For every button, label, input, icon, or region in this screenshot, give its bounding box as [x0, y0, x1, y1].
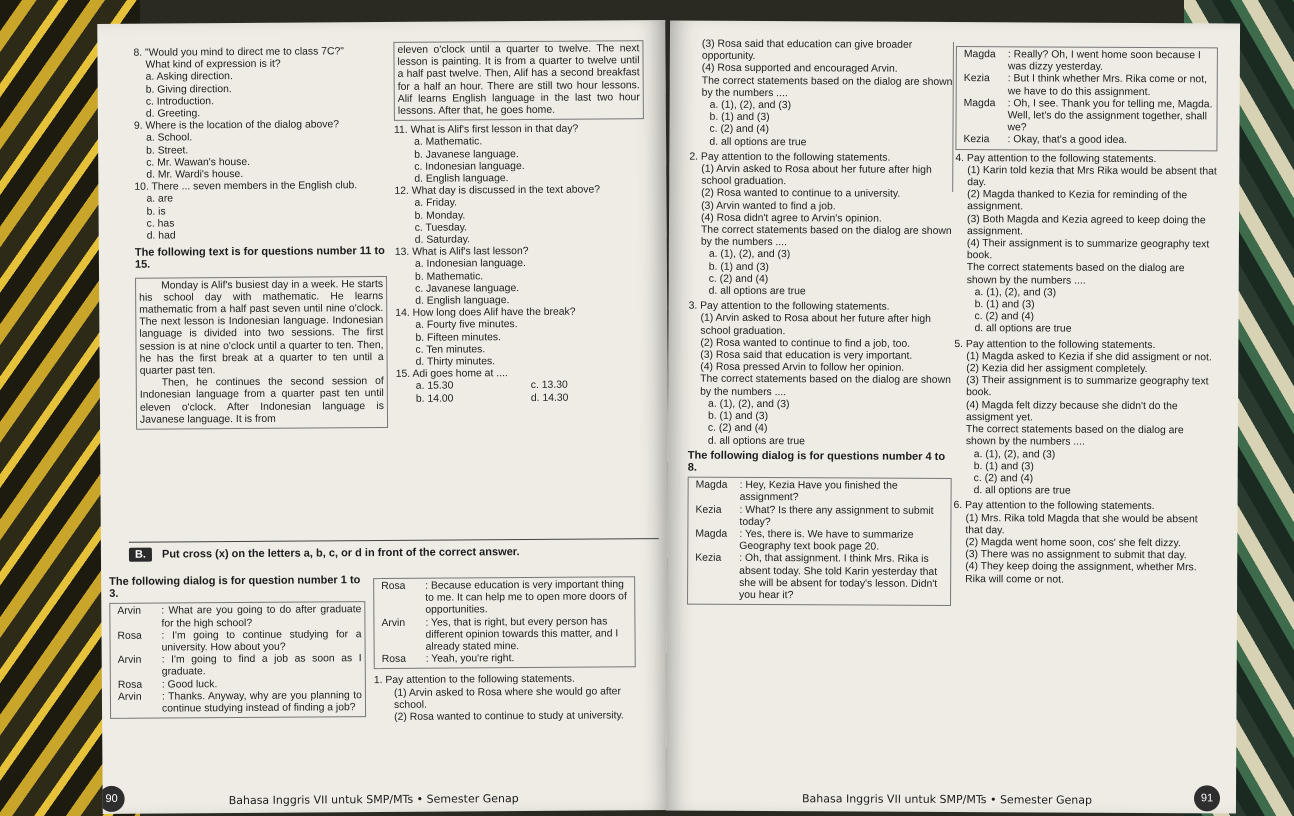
speaker: Rosa: [117, 679, 143, 691]
left-column-1: [133, 46, 388, 430]
option: c. (2) and (4): [973, 473, 1034, 485]
speaker: Kezia: [695, 552, 722, 565]
q10-options: [134, 192, 386, 243]
option: d. English language.: [414, 173, 509, 185]
speaker: Arvin: [117, 691, 142, 703]
passage-paragraph-2: Then, he continues the second session of Indonesian language from a quarter past ten until eleven o'clock. After Indonesian language is Javanese language. It is from: [139, 376, 384, 426]
utterance: : Yes, there is. We have to summarize Geography text book page 20.: [739, 528, 914, 553]
utterance: : Oh, I see. Thank you for telling me, Magda. Well, let's do the assignment together, shall we?: [1007, 98, 1213, 134]
speaker: Arvin: [117, 606, 142, 618]
option: a. (1), (2), and (3): [708, 249, 791, 261]
dialog-line: [377, 616, 631, 654]
statement: (2) Kezia did her assigment completely.: [966, 363, 1148, 376]
q5-correct-stem: The correct statements based on the dialog are shown by the numbers ....: [965, 424, 1184, 448]
q2-items: [689, 164, 953, 226]
q3-items: [688, 313, 952, 375]
dialog-1-box-b: [373, 576, 636, 669]
option: c. (2) and (4): [709, 124, 770, 136]
statement: (3) Rosa said that education can give broader opportunity.: [701, 38, 913, 63]
statement: (2) Rosa wanted to continue to find a job, too.: [700, 337, 911, 350]
passage-paragraph-1: Monday is Alif's busiest day in a week. He starts his school day with mathematic. He learns mathematic from a half past seven until nine o'clock. The next lesson is Indonesian language. Indonesian language is divided into two sessions. The first session is at nine o'clock until a quarter to ten. Then, he has the first break at a quarter to ten until a quarter past ten.: [139, 278, 384, 377]
statement: (1) Arvin asked to Rosa about her future after high school graduation.: [700, 313, 932, 337]
dialog-line: [378, 652, 632, 666]
dialog-line: [113, 605, 361, 631]
option: c. Tuesday.: [414, 222, 468, 234]
option: b. (1) and (3): [709, 111, 770, 124]
q1-options: [689, 100, 953, 150]
left-column-2: [393, 40, 646, 406]
statement: (4) Their assignment is to summarize geography text book.: [966, 238, 1210, 262]
statement: (4) Rosa pressed Arvin to follow her opinion.: [700, 361, 905, 375]
utterance: : Thanks. Anyway, why are you planning to continue studying instead of finding a job?: [161, 689, 362, 715]
speaker: Magda: [695, 528, 728, 540]
q13-options: [395, 258, 645, 309]
right-column-1: [687, 39, 954, 607]
option: a. Fourty five minutes.: [415, 319, 518, 332]
statement: (4) Rosa didn't agree to Arvin's opinion.: [701, 212, 882, 225]
dialog-1-column: [109, 574, 366, 719]
option: b. (1) and (3): [707, 410, 769, 423]
dialog-2-box-b: [955, 46, 1218, 151]
dialog-line: [959, 134, 1213, 148]
dialog-line: [377, 579, 631, 617]
option: b. Javanese language.: [414, 148, 519, 161]
speaker: Magda: [695, 479, 728, 491]
utterance: : Hey, Kezia Have you finished the assignment?: [739, 479, 898, 504]
utterance: : What? Is there any assignment to submit today?: [739, 504, 934, 528]
q4-items: [955, 165, 1218, 264]
reading-passage: [135, 276, 388, 430]
q11-options: [394, 136, 644, 187]
option: d. Mr. Wardi's house.: [146, 169, 244, 181]
option: b. Giving direction.: [145, 83, 232, 96]
q12-options: [394, 197, 644, 248]
dialog-line: [691, 553, 947, 603]
option: c. (2) and (4): [708, 273, 769, 285]
speaker: Kezia: [963, 134, 990, 146]
option: b. 14.00: [415, 393, 454, 405]
utterance: : I'm going to find a job as soon as I graduate.: [161, 653, 362, 678]
utterance: : Yes, that is right, but every person has different opinion towards this matter, and I already stated mine.: [425, 616, 619, 653]
q4-stem: 4. Pay attention to the following statements.: [955, 152, 1157, 165]
option: b. Street.: [146, 144, 189, 157]
q10-stem: 10. There ... seven members in the English club.: [134, 180, 358, 193]
left-page: [97, 20, 671, 814]
dialog-line: [960, 49, 1214, 75]
dialog-line: [960, 73, 1214, 99]
dialog-1-intro: The following dialog is for question number 1 to 3.: [109, 574, 361, 601]
statement: (3) There was no assignment to submit that day.: [965, 549, 1187, 562]
statement: (4) Rosa supported and encouraged Arvin.: [701, 63, 898, 76]
q8-question: What kind of expression is it?: [145, 58, 281, 71]
option: d. all options are true: [709, 136, 807, 148]
option: c. Mr. Wawan's house.: [146, 156, 251, 169]
option: a. School.: [146, 132, 193, 145]
q5-stem: 5. Pay attention to the following statements.: [954, 338, 1156, 351]
utterance: : Oh, that assignment. I think Mrs. Rika is absent today. She told Karin yesterday that she will be absent for today's lesson. Didn't you hear it?: [739, 553, 938, 602]
statement: (2) Rosa wanted to continue to a university.: [701, 188, 901, 201]
option: a. (1), (2), and (3): [974, 286, 1057, 299]
q8-stem: 8. "Would you mind to direct me to class 7C?": [133, 46, 344, 59]
page-number-left: 90: [99, 786, 125, 812]
option: c. has: [146, 218, 175, 230]
q1-stem: 1. Pay attention to the following statements.: [373, 674, 575, 687]
dialog-line: [959, 98, 1213, 136]
dialog-1-column-b: [373, 576, 636, 724]
option: b. Fifteen minutes.: [415, 331, 501, 344]
speaker: Rosa: [381, 654, 406, 666]
option: d. all options are true: [973, 485, 1071, 497]
statement: (4) Magda felt dizzy because she didn't do the assigment yet.: [965, 399, 1178, 424]
statement: (2) Magda went home soon, cos' she felt dizzy.: [965, 536, 1181, 550]
dialog-line: [691, 529, 947, 555]
statement: (1) Karin told kezia that Mrs Rika would be absent that day.: [967, 164, 1217, 189]
dialog-2-box-a: [687, 477, 952, 606]
option: d. Greeting.: [145, 108, 201, 120]
option: b. (1) and (3): [974, 299, 1035, 311]
utterance: : Because education is very important thing to me. It can help me to open more doors of opportunities.: [425, 579, 627, 617]
statement: (3) Their assignment is to summarize geography text book.: [966, 375, 1209, 399]
q9-stem: 9. Where is the location of the dialog above?: [133, 119, 340, 132]
option: a. Friday.: [414, 197, 458, 210]
right-column-2: [953, 46, 1218, 587]
q1-items: [374, 686, 636, 724]
q15-options: [396, 380, 646, 406]
statement: (2) Rosa wanted to continue to study at university.: [394, 710, 624, 723]
option: c. Ten minutes.: [415, 344, 486, 356]
q1-items-continued: [690, 39, 954, 77]
option: c. Indonesian language.: [414, 160, 525, 173]
statement: (1) Arvin asked to Rosa about her future after high school graduation.: [701, 163, 932, 188]
option: c. Javanese language.: [415, 282, 520, 295]
speaker: Kezia: [695, 504, 722, 516]
option: b. Monday.: [414, 210, 466, 222]
option: b. (1) and (3): [708, 261, 769, 273]
option: a. (1), (2), and (3): [708, 398, 790, 411]
utterance: : Really? Oh, I went home soon because I was dizzy yesterday.: [1007, 49, 1201, 73]
option: a. are: [146, 193, 174, 206]
option: a. Mathematic.: [414, 136, 483, 149]
option: c. Introduction.: [145, 95, 214, 108]
option: d. all options are true: [708, 285, 806, 298]
option: c. (2) and (4): [707, 423, 768, 435]
dialog-line: [114, 653, 362, 679]
q3-correct-stem: The correct statements based on the dialog are shown by the numbers ....: [700, 374, 951, 398]
statement: (1) Arvin asked to Rosa where she would go after school.: [393, 685, 621, 711]
speaker: Arvin: [381, 617, 406, 629]
q12-stem: 12. What day is discussed in the text above?: [394, 184, 601, 198]
option: d. Saturday.: [414, 234, 471, 246]
speaker: Rosa: [117, 630, 142, 642]
section-instruction: Put cross (x) on the letters a, b, c, or d in front of the correct answer.: [161, 546, 520, 561]
dialog-line: [692, 480, 948, 506]
utterance: : Good luck.: [161, 678, 218, 691]
statement: (3) Arvin wanted to find a job.: [701, 200, 836, 213]
utterance: : But I think whether Mrs. Rika come or not, we have to do this assignment.: [1007, 73, 1208, 98]
speaker: Arvin: [117, 654, 142, 667]
utterance: : Okay, that's a good idea.: [1007, 134, 1128, 147]
option: a. 15.30: [415, 380, 454, 393]
right-page: [666, 21, 1240, 814]
option: a. (1), (2), and (3): [973, 448, 1056, 461]
page-number-right: 91: [1194, 785, 1220, 811]
q5-items: [954, 351, 1216, 426]
option: b. (1) and (3): [973, 460, 1034, 473]
q11-stem: 11. What is Alif's first lesson in that day?: [393, 123, 579, 137]
utterance: : I'm going to continue studying for a university. How about you?: [161, 628, 362, 654]
q2-correct-stem: The correct statements based on the dialog are shown by the numbers ....: [700, 224, 952, 249]
option: a. (1), (2), and (3): [709, 99, 792, 112]
divider: [129, 538, 659, 543]
q6-items: [953, 513, 1215, 588]
speaker: Rosa: [381, 580, 406, 593]
q2-options: [689, 249, 953, 299]
option: b. is: [146, 206, 166, 218]
speaker: Kezia: [963, 73, 990, 85]
q14-stem: 14. How long does Alif have the break?: [395, 306, 576, 320]
option: d. all options are true: [707, 435, 805, 447]
q8-options: [134, 70, 386, 121]
statement: (2) Magda thanked to Kezia for reminding of the assignment.: [967, 189, 1188, 213]
dialog-2-intro: The following dialog is for questions number 4 to 8.: [687, 449, 946, 474]
dialog-line: [114, 690, 362, 716]
speaker: Magda: [963, 49, 996, 61]
statement: (3) Both Magda and Kezia agreed to keep doing the assignment.: [966, 213, 1206, 238]
dialog-1-box-a: [109, 602, 366, 720]
speaker: Magda: [963, 97, 996, 110]
section-badge: B.: [129, 548, 152, 562]
statement: (4) They keep doing the assignment, whether Mrs. Rika will come or not.: [965, 561, 1197, 586]
option: d. all options are true: [974, 323, 1072, 336]
option: c. (2) and (4): [974, 311, 1035, 323]
q5-options: [954, 449, 1216, 499]
q3-options: [688, 399, 952, 449]
q4-options: [954, 287, 1216, 337]
option: d. had: [146, 230, 176, 242]
option: d. English language.: [415, 295, 510, 307]
dialog-line: [691, 504, 947, 530]
option: a. Indonesian language.: [414, 258, 526, 271]
option: c. 13.30: [530, 380, 568, 392]
statement: (1) Magda asked to Kezia if she did assigment or not.: [966, 350, 1212, 364]
q1-correct-stem: The correct statements based on the dialog are shown by the numbers ....: [701, 75, 953, 99]
dialog-divider: [952, 42, 954, 192]
q4-correct-stem: The correct statements based on the dialog are shown by the numbers ....: [966, 262, 1185, 287]
footer-right: Bahasa Inggris VII untuk SMP/MTs • Semester Genap: [801, 792, 1093, 807]
q6-stem: 6. Pay attention to the following statements.: [953, 500, 1155, 513]
q2-stem: 2. Pay attention to the following statements.: [689, 151, 891, 164]
q14-options: [395, 319, 645, 370]
q13-stem: 13. What is Alif's last lesson?: [394, 246, 529, 259]
utterance: : What are you going to do after graduate for the high school?: [161, 604, 362, 630]
option: d. Thirty minutes.: [415, 356, 496, 368]
utterance: : Yeah, you're right.: [425, 653, 515, 665]
option: b. Mathematic.: [414, 270, 484, 283]
statement: (3) Rosa said that education is very important.: [700, 349, 913, 362]
option: a. Asking direction.: [145, 71, 233, 84]
q15-stem: 15. Adi goes home at ....: [395, 368, 508, 381]
q3-stem: 3. Pay attention to the following statements.: [688, 300, 890, 313]
passage-intro: The following text is for questions number 11 to 15.: [134, 245, 385, 272]
q9-options: [134, 131, 386, 182]
section-b-heading: [129, 544, 659, 565]
option: d. 14.30: [530, 392, 569, 404]
footer-left: Bahasa Inggris VII untuk SMP/MTs • Semester Genap: [228, 792, 519, 808]
dialog-line: [113, 629, 361, 655]
statement: (1) Mrs. Rika told Magda that she would be absent that day.: [965, 512, 1198, 536]
passage-continuation: eleven o'clock until a quarter to twelve. The next lesson is painting. It is from a quarter to twelve until a half past twelve. Then, Alif has a second breakfast for a half an hour. There are still two hour lessons. Alif learns English language in the last two hour lessons. After that, he goes home.: [393, 40, 644, 121]
